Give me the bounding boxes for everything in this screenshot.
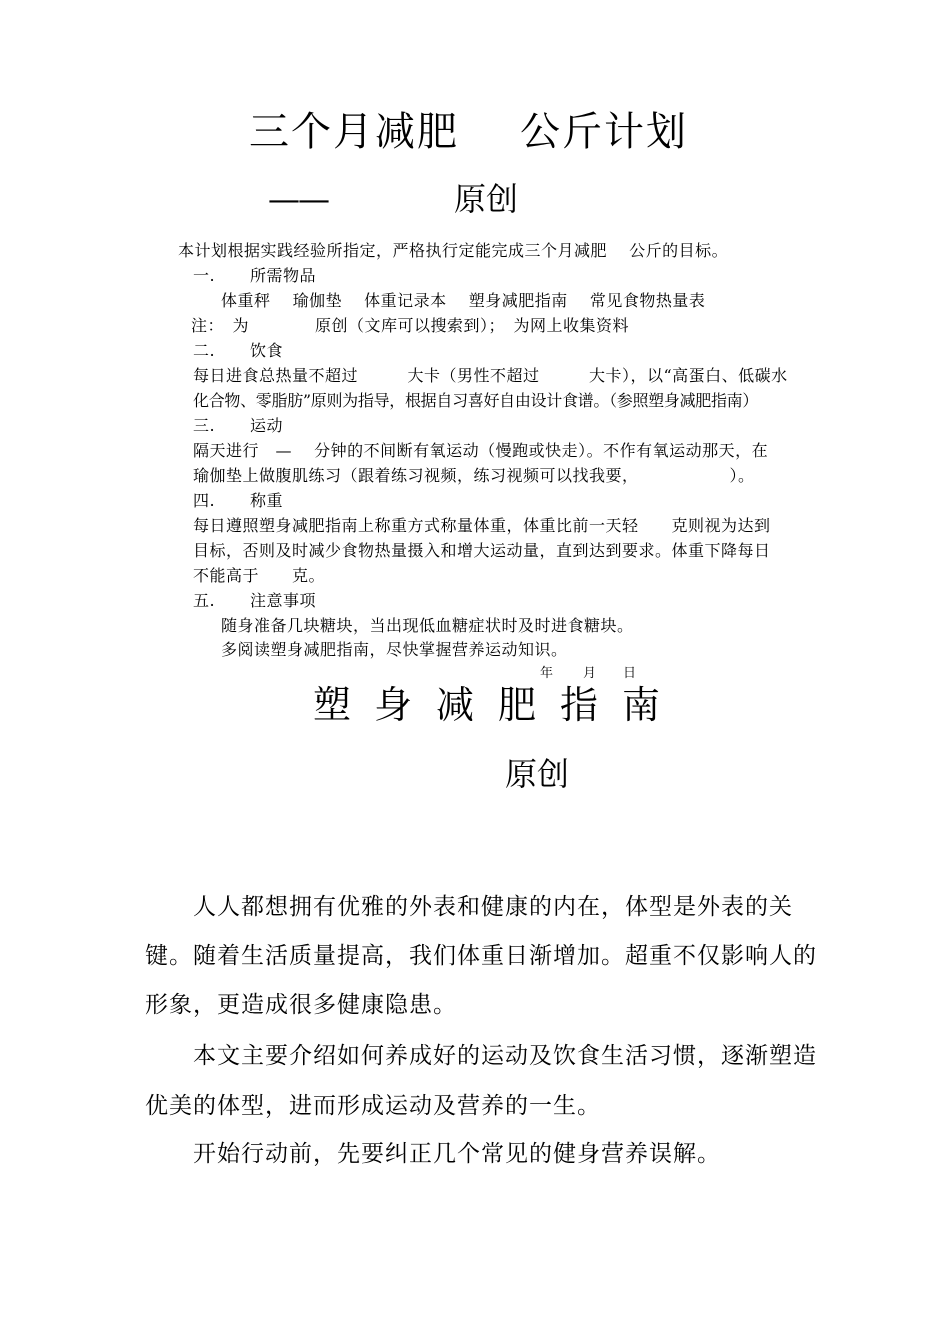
section-3-number: 三. <box>193 416 216 435</box>
guide-para-2-line-2: 优美的体型，进而形成运动及营养的一生。 <box>145 1093 601 1119</box>
section-4-line-2: 目标，否则及时减少食物热量摄入和增大运动量，直到达到要求。体重下降每日 <box>193 541 771 560</box>
section-5-line-1: 随身准备几块糖块，当出现低血糖症状时及时进食糖块。 <box>221 616 634 635</box>
guide-para-1-line-2: 键。随着生活质量提高，我们体重日渐增加。超重不仅影响人的 <box>145 943 817 969</box>
guide-title-char-5: 指 <box>560 683 599 727</box>
date-year: 年 <box>540 666 554 681</box>
guide-para-1-line-1: 人人都想拥有优雅的外表和健康的内在，体型是外表的关 <box>193 894 793 920</box>
guide-title-char-2: 身 <box>374 683 413 727</box>
plan-intro: 本计划根据实践经验所指定，严格执行定能完成三个月减肥 公斤的目标。 <box>178 241 729 260</box>
guide-title-char-4: 肥 <box>498 683 537 727</box>
plan-title-part2: 公斤计划 <box>520 109 688 155</box>
section-3-line-1: 隔天进行 — 分钟的不间断有氧运动（慢跑或快走）。不作有氧运动那天，在 <box>193 441 769 460</box>
guide-para-3-line-1: 开始行动前，先要纠正几个常见的健身营养误解。 <box>193 1141 721 1167</box>
guide-title-char-6: 南 <box>622 683 661 727</box>
guide-para-1-line-3: 形象，更造成很多健康隐患。 <box>145 992 457 1018</box>
guide-title <box>0 683 950 730</box>
section-5-line-2: 多阅读塑身减肥指南，尽快掌握营养运动知识。 <box>221 640 568 659</box>
section-5-heading: 注意事项 <box>250 591 317 610</box>
section-2-line-1: 每日进食总热量不超过 大卡（男性不超过 大卡），以“高蛋白、低碳水 <box>193 366 788 385</box>
section-5-number: 五. <box>193 591 216 610</box>
date-month: 月 <box>583 666 597 681</box>
section-4-number: 四. <box>193 491 216 510</box>
section-2-line-2: 化合物、零脂肪”原则为指导，根据自习喜好自由设计食谱。（参照塑身减肥指南） <box>193 391 759 410</box>
section-1-heading: 所需物品 <box>250 266 317 285</box>
date-day: 日 <box>623 666 637 681</box>
section-2-number: 二. <box>193 341 216 360</box>
section-1-number: 一. <box>193 266 216 285</box>
section-1-line-1: 体重秤 瑜伽垫 体重记录本 塑身减肥指南 常见食物热量表 <box>221 291 706 310</box>
section-4-line-1: 每日遵照塑身减肥指南上称重方式称量体重，体重比前一天轻 克则视为达到 <box>193 516 771 535</box>
guide-author-label: 原创 <box>505 755 570 793</box>
guide-title-char-3: 减 <box>436 683 475 727</box>
section-4-line-3: 不能高于 克。 <box>193 566 326 585</box>
section-3-heading: 运动 <box>250 416 284 435</box>
plan-title-part1: 三个月减肥 <box>249 109 459 155</box>
guide-para-2-line-1: 本文主要介绍如何养成好的运动及饮食生活习惯，逐渐塑造 <box>193 1043 817 1069</box>
plan-author-dash: —— <box>268 180 328 218</box>
guide-title-char-1: 塑 <box>313 683 352 727</box>
section-3-line-2: 瑜伽垫上做腹肌练习（跟着练习视频，练习视频可以找我要， ）。 <box>193 466 755 485</box>
section-4-heading: 称重 <box>250 491 284 510</box>
section-1-line-2: 注： 为 原创（文库可以搜索到）； 为网上收集资料 <box>191 316 630 335</box>
plan-author-label: 原创 <box>454 180 519 218</box>
section-2-heading: 饮食 <box>250 341 284 360</box>
